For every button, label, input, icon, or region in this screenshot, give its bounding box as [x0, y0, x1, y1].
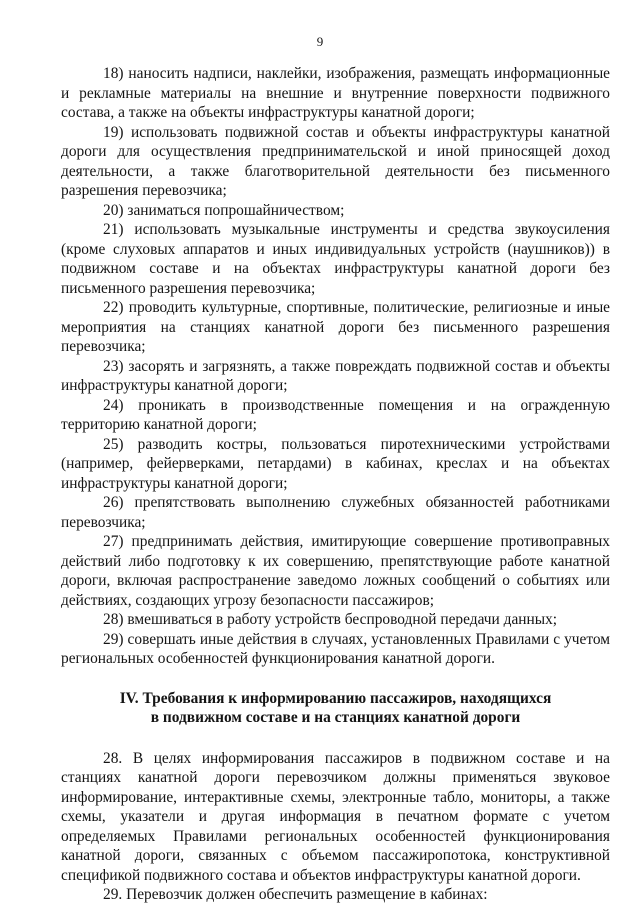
- list-item: 26) препятствовать выполнению служебных обязанностей работниками перевозчика;: [61, 494, 610, 531]
- list-item: 18) наносить надписи, наклейки, изображения, размещать информационные и рекламные материалы на внешние и внутренние поверхности подвижного состава, а также на объекты инфраструктуры канатной дороги;: [61, 65, 610, 121]
- list-item: 23) засорять и загрязнять, а также повреждать подвижной состав и объекты инфраструктуры канатной дороги;: [61, 357, 610, 394]
- list-item: 29) совершать иные действия в случаях, установленных Правилами с учетом региональных особенностей функционирования канатной дороги.: [61, 630, 610, 667]
- section-heading-line: в подвижном составе и на станциях канатной дороги: [150, 709, 521, 726]
- list-item: 19) использовать подвижной состав и объекты инфраструктуры канатной дороги для осуществления предпринимательской и иной приносящей доход деятельности, а также благотворительной деятельности без письменного разрешения перевозчика;: [61, 123, 610, 199]
- section-heading: [61, 689, 610, 728]
- list-item: 28) вмешиваться в работу устройств беспроводной передачи данных;: [103, 611, 558, 628]
- numbered-paragraph: 29. Перевозчик должен обеспечить размещение в кабинах:: [103, 886, 488, 903]
- list-item: 21) использовать музыкальные инструменты и средства звукоусиления (кроме слуховых аппаратов и иных индивидуальных устройств (наушников)) в подвижном составе и на объектах инфраструктуры канатной дороги без письменного разрешения перевозчика;: [61, 221, 610, 297]
- list-item: 24) проникать в производственные помещения и на огражденную территорию канатной дороги;: [61, 396, 610, 433]
- list-item: 27) предпринимать действия, имитирующие совершение противоправных действий либо подготовку к их совершению, препятствующие работе канатной дороги, включая распространение заведомо ложных сообщений о событиях или действиях, создающих угрозу безопасности пассажиров;: [61, 533, 610, 609]
- list-item: 25) разводить костры, пользоваться пиротехническими устройствами (например, фейерверками, петардами) в кабинах, креслах и на объектах инфраструктуры канатной дороги;: [61, 435, 610, 492]
- section-heading-line: IV. Требования к информированию пассажиров, находящихся: [119, 689, 552, 707]
- page-number: 9: [316, 34, 324, 49]
- document-body: [61, 64, 610, 905]
- list-item: 20) заниматься попрошайничеством;: [103, 201, 345, 219]
- numbered-paragraph: 28. В целях информирования пассажиров в подвижном составе и на станциях канатной дороги перевозчиком должны применяться звуковое информирование, интерактивные схемы, электронные табло, мониторы, а также схемы, указатели и другая информация в печатном формате с учетом определяемых Правилами региональных особенностей функционирования канатной дороги, связанных с объемом пассажиропотока, конструктивной спецификой подвижного состава и объектов инфраструктуры канатной дороги.: [61, 749, 610, 884]
- list-item: 22) проводить культурные, спортивные, политические, религиозные и иные мероприятия на станциях канатной дороги без письменного разрешения перевозчика;: [61, 299, 610, 355]
